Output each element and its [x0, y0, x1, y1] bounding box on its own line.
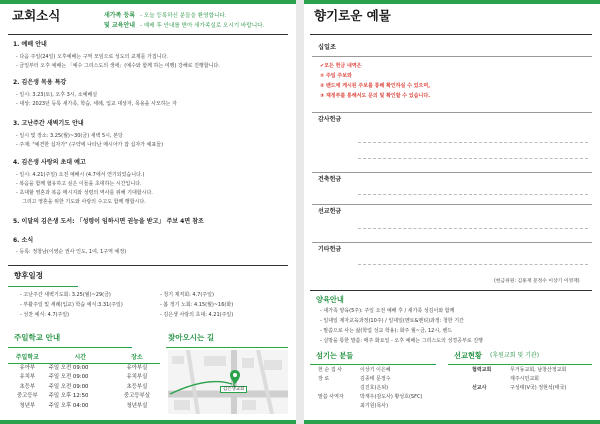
section-5-title: 5. 이달의 김은생 도서: 「성령이 임하시면 권능을 받고」 주보 4면 참조 — [13, 218, 204, 225]
section-4-line-1: - 일시: 4.21(주일) 오전 예배시 (4.7에서 연기되었습니다.) — [16, 172, 145, 178]
place-cell: 중고등부실 — [123, 393, 150, 400]
section-1-title: 1. 예배 안내 — [13, 41, 47, 48]
church-map-label: 김은생교회 — [220, 386, 247, 393]
nurture-line-3: - 말씀으로 사는 삶(학업 성교 학용): 화주 월~금, 12시, 밴드 — [320, 328, 453, 334]
place-cell: 초등부실 — [126, 383, 148, 390]
servant-names: 최기원(목사) — [360, 403, 389, 409]
place-cell: 유치부실 — [126, 374, 148, 381]
section-6-title: 6. 소식 — [13, 237, 34, 244]
column-header: 장소 — [114, 350, 160, 364]
servant-names: 김진호(은퇴) — [360, 385, 389, 391]
section-4-line-4: 그리고 영혼을 위한 기도와 사랑의 수고도 함께 행합시다. — [22, 199, 146, 205]
nurture-line-1: - 새가족 양육(5주): 주일 오전 예배 후 / 새가족 성김이와 함께 — [320, 308, 455, 314]
section-3-line-1: - 일시 및 장소: 3.25(월)~30(금) 새벽 5시, 본당 — [16, 133, 123, 139]
section-3-line-2: - 주제: "예견한 십자가" (구약에 나타난 메시아가 잡 십자가 예표들) — [16, 142, 164, 148]
page-title: 향기로운 예물 — [314, 8, 391, 23]
tithe-line — [312, 56, 592, 57]
servants-title: 섬기는 분들 — [316, 351, 354, 360]
title-divider — [310, 34, 592, 35]
department-cell: 유아부 — [19, 365, 36, 371]
offering-committee: (헌금위원: 김홍재 문정수 이상기 이영재) — [494, 279, 580, 284]
newcomer-heading-2: 및 교육안내 — [104, 22, 136, 29]
map-pin-icon — [230, 370, 240, 384]
offering-note-3: ② 밴드에 게시된 주보를 통해 확인하실 수 있으며, — [320, 83, 431, 89]
category-line — [312, 112, 592, 113]
section-2-line-2: - 대상: 2023년 등록 새가족, 학습, 세례, 입교 대상자, 목용을 사모하는 자 — [16, 101, 177, 107]
location-map — [168, 350, 288, 414]
servant-names: 박재우(감도사) 황성호(SFC) — [360, 394, 423, 400]
missions-underline — [448, 364, 592, 365]
bottom-accent-bar — [304, 420, 600, 424]
nurture-divider — [310, 290, 592, 291]
sunday-school-underline — [8, 347, 132, 348]
mission-names: 구성태(V국) 정현석(태국) — [510, 385, 567, 391]
schedule-title-underline — [8, 286, 78, 287]
schedule-left-2: - 부활주일 및 세례(입교) 학습 예식:3.31(주일) — [20, 302, 123, 308]
schedule-right-2: - 봄 정기 노회: 4.15(월)~16(화) — [160, 302, 234, 308]
tithe-heading: 십일조 — [318, 44, 336, 51]
nurture-title: 양육안내 — [316, 295, 344, 304]
nurture-line-2: - 일대일 제자교육과정(10주) / 일대일(멘토&멘티)과정: 청한 기간 — [320, 318, 464, 324]
newcomer-line-2: - 예배 후 안내를 받아 새가족실로 오시기 바랍니다. — [140, 23, 265, 29]
table-row — [8, 402, 160, 411]
section-1-line-2: - 금일부터 오후 예배는 「예수 그리스도의 생애」(예수와 함께 하는 여행) 강해로 진행합니다. — [16, 63, 220, 69]
servant-names: 이상기 이은혜 — [360, 367, 391, 373]
department-cell: 청년부 — [19, 402, 36, 409]
column-header: 주일학교 — [8, 350, 47, 364]
servant-names: 김종태 문정수 — [360, 376, 391, 382]
table-row — [8, 383, 160, 392]
schedule-left-3: - 성찬 예식: 4.7(주일) — [20, 312, 70, 318]
schedule-divider — [8, 265, 288, 266]
department-cell: 중고등부 — [16, 393, 38, 400]
sunday-school-table — [8, 350, 160, 411]
section-4-line-3: - 초대할 영혼과 복음 메시지와 성령의 역사를 위해 기대합시다. — [16, 190, 153, 196]
time-cell: 주일 오전 09:00 — [48, 383, 89, 390]
offering-note-4: ③ 재정부를 통해서도 문의 및 확인할 수 있습니다. — [320, 93, 431, 99]
table-row — [8, 392, 160, 401]
newcomer-heading-1: 새가족 등록 — [104, 12, 136, 19]
section-1-line-1: - 다음 주일(24일) 오후예배는 구역 모임으로 성도의 교제를 가집니다. — [16, 54, 168, 60]
table-row — [8, 364, 160, 374]
section-3-title: 3. 고난주간 새벽기도 안내 — [13, 120, 84, 127]
top-accent-bar — [304, 0, 600, 4]
missions-subtitle: (후원교회 및 기관) — [490, 352, 540, 359]
category-line — [312, 204, 592, 205]
missions-title: 선교현황 — [454, 351, 482, 360]
mission-category: 선교사 — [472, 385, 487, 391]
time-cell: 주일 오전 09:00 — [48, 374, 89, 381]
time-cell: 주일 오전 09:00 — [48, 365, 89, 371]
schedule-left-1: - 고난주간 새벽기도회: 3.25(월)~29(금) — [20, 292, 111, 298]
blank-line — [358, 194, 588, 195]
time-cell: 주일 오후 12:50 — [48, 393, 89, 400]
servants-underline — [310, 364, 436, 365]
column-header: 시간 — [47, 350, 114, 364]
mission-names: 무거동교회, 남창산정교회 — [510, 367, 567, 373]
time-cell: 주일 오후 04:00 — [48, 402, 89, 409]
place-cell: 유아부실 — [126, 365, 148, 371]
top-accent-bar — [0, 0, 296, 4]
mission-category: 협력교회 — [472, 367, 492, 373]
blank-line — [358, 228, 588, 229]
mission-names: 제주시민교회 — [510, 376, 539, 382]
place-cell: 청년부실 — [126, 402, 148, 409]
table-header-row — [8, 350, 160, 364]
blank-line — [358, 264, 588, 265]
section-4-line-2: - 복음을 함께 협유하고 싶은 이들을 초대하는 시간입니다. — [16, 181, 142, 187]
servant-role: 장 로 — [318, 376, 330, 382]
category-line — [312, 242, 592, 243]
schedule-title: 향후일정 — [14, 271, 43, 280]
title-divider — [8, 34, 288, 35]
bottom-accent-bar — [0, 420, 296, 424]
table-row — [8, 373, 160, 382]
category-thanks: 감사헌금 — [318, 116, 342, 123]
category-building: 건축헌금 — [318, 176, 342, 183]
servant-role: 말씀 사역자 — [318, 394, 344, 400]
department-cell: 초등부 — [19, 383, 36, 390]
map-title: 찾아오시는 길 — [168, 333, 215, 342]
section-4-title: 4. 김은생 사랑의 초대 예고 — [13, 159, 86, 166]
page-title: 교회소식 — [12, 8, 61, 23]
department-cell: 유치부 — [19, 374, 36, 381]
map-title-underline — [166, 347, 288, 348]
offering-note-1: ✔모든 헌금 내역은 — [320, 63, 362, 69]
schedule-right-3: - 김은생 사랑의 초대: 4.21(주일) — [160, 312, 234, 318]
blank-line — [358, 158, 588, 159]
category-mission: 선교헌금 — [318, 208, 342, 215]
nurture-line-4: - 실방을 통한 말씀: 매주 화요일 - 오후 예배는 그리스도의 성경공부로 진행 — [320, 338, 483, 344]
newcomer-line-1: - 오늘 등록하신 분들을 환영합니다. — [140, 13, 227, 19]
section-6-line-1: - 등록: 정창남(이영순 권사 인도, 1여, 1구역 예정) — [16, 249, 127, 255]
right-page — [304, 0, 600, 424]
sunday-school-title: 주일학교 안내 — [14, 333, 61, 342]
servant-role: 헌 순 집 사 — [318, 367, 343, 373]
left-page — [0, 0, 296, 424]
schedule-right-1: - 청기 제직회: 4.7(주일) — [160, 292, 214, 298]
offering-note-2: ① 주일 주보와 — [320, 73, 352, 79]
blank-line — [358, 142, 588, 143]
category-line — [312, 172, 592, 173]
section-2-line-1: - 일시: 3.23(토), 오후 3시, 소예배실 — [16, 92, 98, 98]
section-2-title: 2. 김은생 목용 특강 — [13, 79, 67, 86]
category-other: 기타헌금 — [318, 246, 342, 253]
